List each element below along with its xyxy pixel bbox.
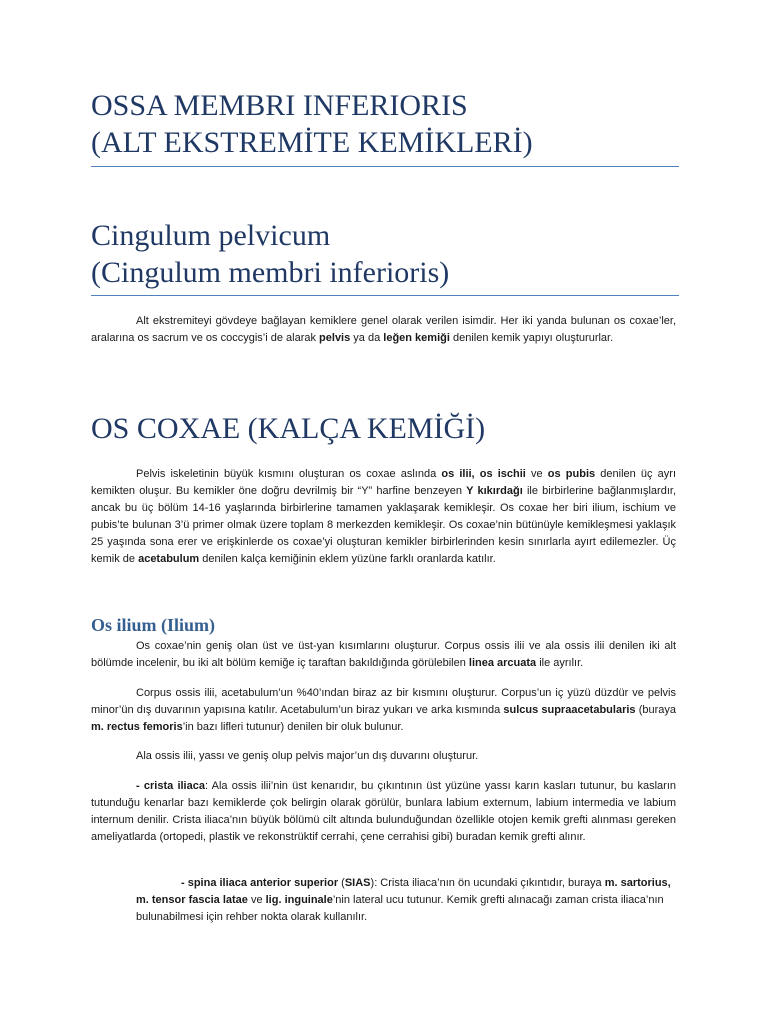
text-run: ): Crista iliaca’nın ön ucundaki çıkıntıdır, buraya: [370, 877, 605, 889]
bold-term: Y kıkırdağı: [466, 485, 523, 497]
section-divider: [91, 295, 679, 296]
text-run: Os coxae’nin geniş olan üst ve üst-yan kısımlarını oluşturur. Corpus ossis ilii ve ala ossis ilii denilen iki alt bölümde incelenir, bu iki alt bölüm kemiğe iç taraftan bakıldığında görülebilen: [91, 640, 676, 669]
text-run: ’in bazı lifleri tutunur) denilen bir oluk bulunur.: [182, 721, 404, 733]
paragraph-ilium-intro: [91, 638, 676, 672]
text-run: : Ala ossis ilii’nin üst kenarıdır, bu çıkıntının üst yüzüne yassı karın kasları tutunur, bu kasların tutunduğu kenarlar bazı kemiklerde çok belirgin olarak görülür, bunlara labium externum, labium intermedia ve labium internum denilir. Crista iliaca’nın büyük bölümü cilt altında bulunduğundan özellikle otojen kemik grefti alınması gereken ameliyatlarda (ortopedi, plastik ve rekonstrüktif cerrahi, çene cerrahisi gibi) buradan kemik grefti alınır.: [91, 780, 676, 843]
bold-term: leğen kemiği: [383, 332, 450, 344]
paragraph-intro: [91, 313, 676, 347]
section-title-cingulum: [91, 217, 679, 291]
paragraph-os-coxae: [91, 466, 676, 568]
text-run: Alt ekstremiteyi gövdeye bağlayan kemiklere genel olarak verilen isimdir. Her iki yanda bulunan os coxae’ler, aralarına os sacrum ve os coccygis’i de alarak: [91, 315, 676, 344]
bold-term: os ilii, os ischii: [441, 468, 526, 480]
subsection-title-os-ilium: Os ilium (Ilium): [91, 615, 216, 635]
text-run: Pelvis iskeletinin büyük kısmını oluşturan os coxae aslında: [136, 468, 442, 480]
text-run: ve: [525, 468, 548, 480]
bold-term: pelvis: [319, 332, 351, 344]
bold-term: sulcus supraacetabularis: [503, 704, 636, 716]
bold-term: m. rectus femoris: [91, 721, 183, 733]
text-run: denilen kemik yapıyı oluştururlar.: [449, 332, 614, 344]
section-title-line1: Cingulum pelvicum: [91, 219, 331, 252]
main-title: [91, 87, 679, 161]
bold-term: linea arcuata: [468, 657, 537, 669]
bold-term: m. sartorius, m. tensor fascia latae: [136, 877, 671, 906]
paragraph-corpus: [91, 685, 676, 736]
text-run: denilen üç ayrı kemikten oluşur. Bu kemikler öne doğru devrilmiş bir “Y” harfine benzeyen: [91, 468, 677, 497]
text-run: denilen kalça kemiğinin eklem yüzüne farklı oranlarda katılır.: [199, 553, 496, 565]
text-run: (buraya: [635, 704, 676, 716]
text-run: Corpus ossis ilii, acetabulum’un %40’ından biraz az bir kısmını oluşturur. Corpus’un iç yüzü düzdür ve pelvis minor’ün dış duvarının yapısına katılır. Acetabulum’un biraz yukarı ve arka kısmında: [91, 687, 676, 716]
paragraph-sias: [136, 875, 676, 926]
section-title-line2: (Cingulum membri inferioris): [91, 256, 450, 289]
bold-term: acetabulum: [138, 553, 200, 565]
text-run: ile ayrılır.: [536, 657, 584, 669]
main-title-line2: (ALT EKSTREMİTE KEMİKLERİ): [91, 126, 533, 159]
text-run: ’nin lateral ucu tutunur. Kemik grefti alınacağı zaman crista iliaca’nın bulunabilmesi için rehber nokta olarak kullanılır.: [136, 894, 664, 923]
paragraph-crista-iliaca: [91, 778, 676, 846]
bold-term: lig. inguinale: [265, 894, 333, 906]
main-title-line1: OSSA MEMBRI INFERIORIS: [91, 89, 468, 122]
title-divider: [91, 166, 679, 167]
paragraph-ala: Ala ossis ilii, yassı ve geniş olup pelvis major’un dış duvarını oluşturur.: [136, 750, 479, 762]
bold-term: - spina iliaca anterior superior: [181, 877, 339, 889]
bold-term: - crista iliaca: [136, 780, 205, 792]
text-run: ile birbirlerine bağlanmışlardır, ancak bu üç bölüm 14-16 yaşlarında birbirlerine tamamen yaklaşarak kemikleşir. Os coxae her biri ilium, ischium ve pubis’te bulunan 3’ü primer olmak üzere toplam 8 merkezden kemikleşir. Os coxae’nin bütünüyle kemikleşmesi yaklaşık 25 yaşında sona erer ve erişkinlerde os coxae’yi oluşturan kemikler birbirlerinden kesin sınırlarla ayırt edilemezler. Üç kemik de: [91, 485, 676, 565]
section-title-text: OS COXAE (KALÇA KEMİĞİ): [91, 412, 486, 445]
text-run: ya da: [350, 332, 384, 344]
section-title-os-coxae: [91, 410, 679, 447]
bold-term: os pubis: [547, 468, 596, 480]
bold-term: SIAS: [344, 877, 371, 889]
text-run: (: [338, 877, 345, 889]
text-run: ve: [247, 894, 266, 906]
